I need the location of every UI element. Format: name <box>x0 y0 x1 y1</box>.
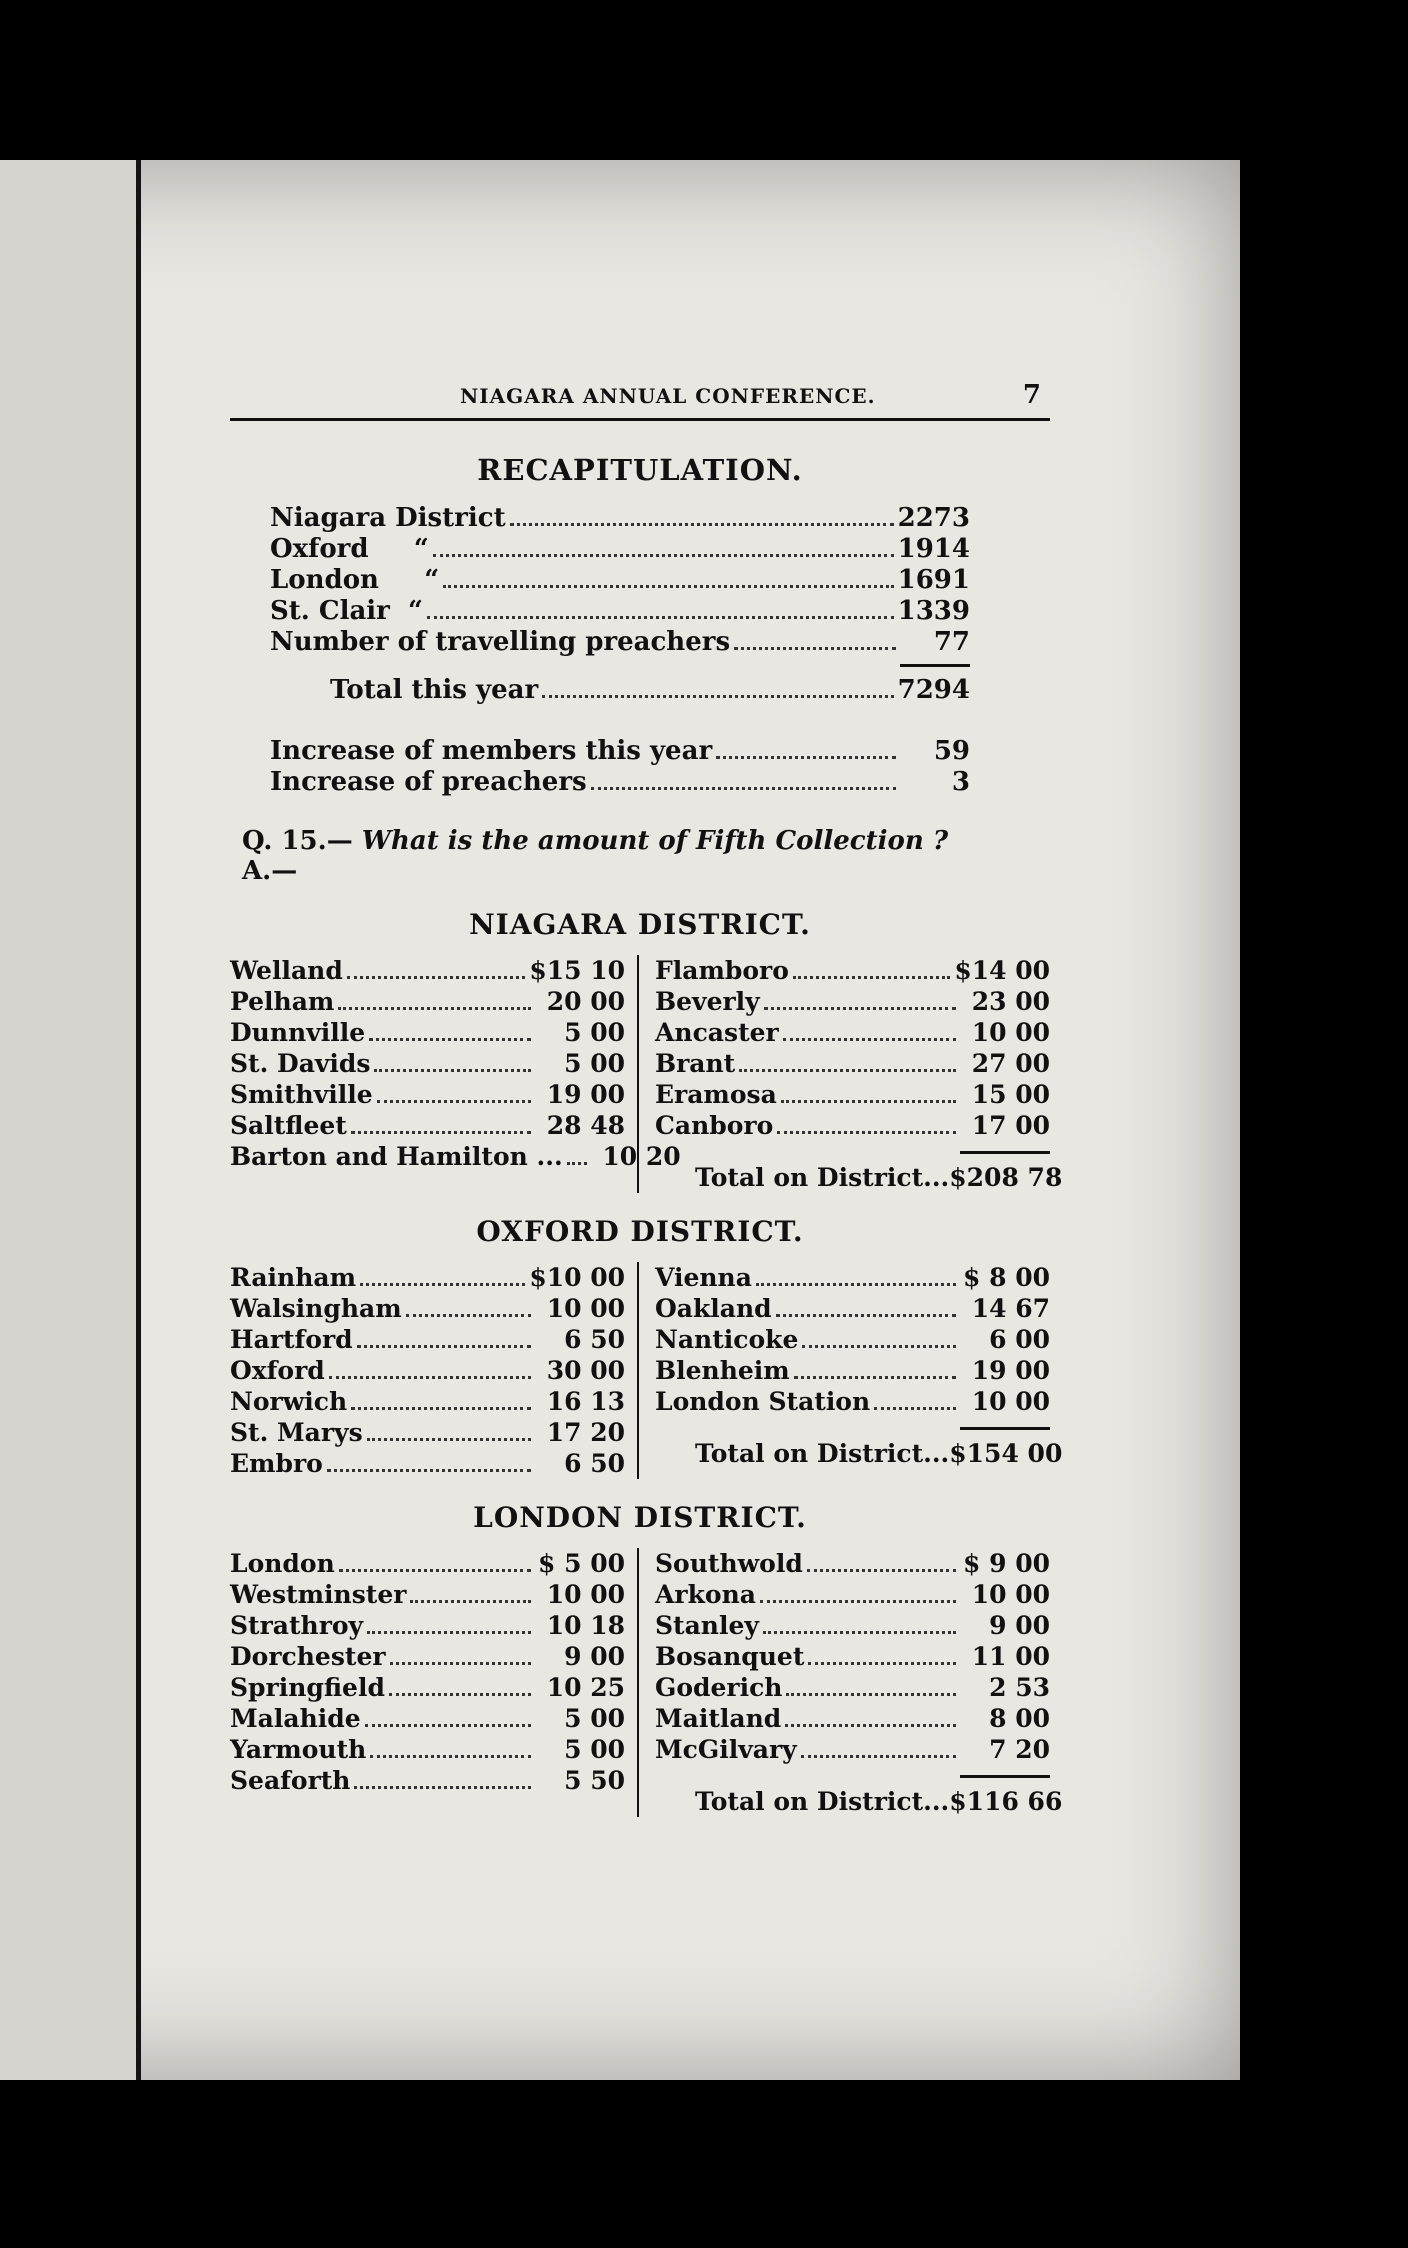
circuit-name: Nanticoke <box>655 1325 799 1354</box>
leader-dots <box>785 1724 956 1727</box>
circuit-name: London Station <box>655 1387 871 1416</box>
gutter-line <box>136 160 141 2080</box>
leader-dots <box>374 1069 531 1072</box>
circuit-amount: 19 00 <box>546 1080 625 1109</box>
district-entry <box>655 1324 1050 1355</box>
circuit-name: Canboro <box>655 1111 774 1140</box>
circuit-name: Maitland <box>655 1704 782 1733</box>
district-entry <box>230 1110 625 1141</box>
district-title: OXFORD DISTRICT. <box>476 1215 804 1248</box>
district-entry <box>655 1641 1050 1672</box>
circuit-amount: 8 00 <box>989 1704 1050 1733</box>
leader-dots <box>338 1007 531 1010</box>
district-entry <box>655 1386 1050 1417</box>
district-columns <box>230 1262 1063 1479</box>
circuit-amount: 9 00 <box>564 1642 625 1671</box>
district-columns <box>230 955 1063 1193</box>
circuit-amount: 28 48 <box>546 1111 625 1140</box>
district-entry <box>230 1048 625 1079</box>
district-total-label: Total on District... <box>695 1163 950 1192</box>
circuit-name: Oxford <box>230 1356 325 1385</box>
leader-dots <box>389 1693 531 1696</box>
district-total-value: $154 00 <box>949 1439 1063 1468</box>
leader-dots <box>777 1131 956 1134</box>
leader-dots <box>327 1469 531 1472</box>
question <box>242 826 1050 856</box>
sum-rule <box>960 1151 1050 1154</box>
leader-dots <box>377 1100 531 1103</box>
district-entry <box>230 1579 625 1610</box>
circuit-name: Embro <box>230 1449 323 1478</box>
circuit-amount: 30 00 <box>546 1356 625 1385</box>
leader-dots <box>874 1407 956 1410</box>
leader-dots <box>567 1162 587 1165</box>
district-right-column <box>639 1262 1063 1479</box>
circuit-name: Brant <box>655 1049 736 1078</box>
district-section <box>230 908 1063 1193</box>
page-content <box>230 380 1063 1817</box>
leader-dots <box>776 1314 956 1317</box>
circuit-amount: 10 00 <box>971 1018 1050 1047</box>
leader-dots <box>369 1038 531 1041</box>
facing-page-edge <box>0 160 140 2080</box>
circuit-name: Goderich <box>655 1673 783 1702</box>
district-entry <box>230 1324 625 1355</box>
recap-row: Oxford “ 1914 <box>270 534 970 564</box>
district-total <box>695 1438 1063 1469</box>
leader-dots <box>764 1007 956 1010</box>
district-entry <box>655 1017 1050 1048</box>
circuit-amount: 7 20 <box>989 1735 1050 1764</box>
leader-dots <box>802 1345 956 1348</box>
district-entry <box>655 986 1050 1017</box>
leader-dots <box>763 1631 956 1634</box>
running-title: NIAGARA ANNUAL CONFERENCE. <box>460 384 876 408</box>
circuit-name: Welland <box>230 956 343 985</box>
leader-dots <box>756 1283 956 1286</box>
district-left-column <box>230 1548 639 1817</box>
leader-dots <box>781 1100 956 1103</box>
page-number: 7 <box>1022 380 1042 410</box>
circuit-amount: 17 00 <box>971 1111 1050 1140</box>
leader-dots <box>351 1407 531 1410</box>
circuit-amount: 10 18 <box>546 1611 625 1640</box>
district-total <box>695 1786 1063 1817</box>
district-entry <box>230 1765 625 1796</box>
circuit-name: Stanley <box>655 1611 759 1640</box>
district-entry <box>230 1734 625 1765</box>
recap-row: London “ 1691 <box>270 565 970 595</box>
district-entry <box>230 1079 625 1110</box>
circuit-name: Eramosa <box>655 1080 777 1109</box>
circuit-amount: 23 00 <box>971 987 1050 1016</box>
district-entry <box>655 1703 1050 1734</box>
increase-row: Increase of members this year 59 <box>270 736 970 766</box>
circuit-amount: 5 50 <box>564 1766 625 1795</box>
district-columns <box>230 1548 1063 1817</box>
circuit-amount: 6 00 <box>989 1325 1050 1354</box>
circuit-amount: 5 00 <box>564 1735 625 1764</box>
running-head <box>230 380 1050 421</box>
scan-border-right <box>1240 0 1408 2248</box>
district-total-label: Total on District... <box>695 1439 950 1468</box>
circuit-name: Strathroy <box>230 1611 364 1640</box>
circuit-amount: $10 00 <box>529 1263 625 1292</box>
circuit-name: St. Marys <box>230 1418 363 1447</box>
district-entry <box>230 1355 625 1386</box>
leader-dots <box>339 1569 531 1572</box>
circuit-name: Walsingham <box>230 1294 402 1323</box>
circuit-name: Malahide <box>230 1704 361 1733</box>
district-entry <box>655 955 1050 986</box>
recap-row: St. Clair “ 1339 <box>270 596 970 626</box>
answer-marker: A.— <box>242 856 298 886</box>
circuit-name: Rainham <box>230 1263 357 1292</box>
circuit-name: St. Davids <box>230 1049 371 1078</box>
leader-dots <box>808 1662 956 1665</box>
recap-row: Number of travelling preachers 77 <box>270 627 970 657</box>
leader-dots <box>807 1569 956 1572</box>
circuit-name: Seaforth <box>230 1766 351 1795</box>
leader-dots <box>370 1755 531 1758</box>
district-entry <box>655 1262 1050 1293</box>
district-entry <box>230 1262 625 1293</box>
sum-rule <box>960 1775 1050 1778</box>
district-title: LONDON DISTRICT. <box>473 1501 807 1534</box>
circuit-amount: 15 00 <box>971 1080 1050 1109</box>
circuit-amount: $14 00 <box>954 956 1050 985</box>
circuit-name: Springfield <box>230 1673 385 1702</box>
circuit-amount: 10 25 <box>546 1673 625 1702</box>
district-entry <box>655 1079 1050 1110</box>
circuit-amount: 5 00 <box>564 1049 625 1078</box>
circuit-name: Westminster <box>230 1580 407 1609</box>
circuit-amount: 10 00 <box>546 1294 625 1323</box>
district-section <box>230 1501 1063 1817</box>
leader-dots <box>354 1786 531 1789</box>
circuit-name: Dunnville <box>230 1018 366 1047</box>
circuit-amount: 14 67 <box>971 1294 1050 1323</box>
circuit-name: Arkona <box>655 1580 756 1609</box>
circuit-amount: 10 00 <box>546 1580 625 1609</box>
circuit-amount: $ 9 00 <box>963 1549 1050 1578</box>
circuit-amount: 20 00 <box>546 987 625 1016</box>
circuit-amount: 10 20 <box>602 1142 681 1171</box>
district-entry <box>655 1579 1050 1610</box>
district-section <box>230 1215 1063 1479</box>
district-entry <box>230 1672 625 1703</box>
leader-dots <box>365 1724 531 1727</box>
circuit-name: London <box>230 1549 335 1578</box>
district-entry <box>230 1141 681 1172</box>
circuit-amount: 16 13 <box>546 1387 625 1416</box>
district-right-column <box>639 955 1063 1193</box>
sum-rule <box>900 664 970 667</box>
district-entry <box>230 955 625 986</box>
circuit-name: Oakland <box>655 1294 772 1323</box>
district-entry <box>655 1293 1050 1324</box>
circuit-name: Beverly <box>655 987 760 1016</box>
circuit-name: Barton and Hamilton ... <box>230 1142 563 1171</box>
leader-dots <box>360 1283 525 1286</box>
district-total-value: $116 66 <box>949 1787 1063 1816</box>
leader-dots <box>329 1376 531 1379</box>
circuit-name: Dorchester <box>230 1642 386 1671</box>
recap-section <box>270 503 970 798</box>
circuit-name: Hartford <box>230 1325 353 1354</box>
district-left-column <box>230 1262 639 1479</box>
circuit-amount: 5 00 <box>564 1018 625 1047</box>
circuit-name: Flamboro <box>655 956 789 985</box>
district-entry <box>230 1293 625 1324</box>
district-entry <box>230 1548 625 1579</box>
district-title: NIAGARA DISTRICT. <box>469 908 811 941</box>
district-total-label: Total on District... <box>695 1787 950 1816</box>
question-text: What is the amount of Fifth Collection ? <box>361 826 949 856</box>
recap-row: Niagara District 2273 <box>270 503 970 533</box>
leader-dots <box>367 1631 531 1634</box>
district-entry <box>655 1048 1050 1079</box>
circuit-name: Bosanquet <box>655 1642 805 1671</box>
district-total <box>695 1162 1063 1193</box>
district-entry <box>230 1417 625 1448</box>
question-number: Q. 15.— <box>242 826 353 856</box>
district-entry <box>655 1355 1050 1386</box>
leader-dots <box>801 1755 956 1758</box>
circuit-name: Yarmouth <box>230 1735 367 1764</box>
leader-dots <box>783 1038 956 1041</box>
circuit-amount: $ 8 00 <box>963 1263 1050 1292</box>
circuit-amount: $15 10 <box>529 956 625 985</box>
circuit-name: McGilvary <box>655 1735 797 1764</box>
leader-dots <box>793 976 950 979</box>
district-entry <box>230 1610 625 1641</box>
circuit-amount: 10 00 <box>971 1580 1050 1609</box>
circuit-name: Vienna <box>655 1263 752 1292</box>
district-entry <box>655 1734 1050 1765</box>
circuit-amount: 11 00 <box>971 1642 1050 1671</box>
leader-dots <box>347 976 526 979</box>
district-entry <box>655 1610 1050 1641</box>
circuit-amount: 19 00 <box>971 1356 1050 1385</box>
district-entry <box>230 1017 625 1048</box>
leader-dots <box>760 1600 956 1603</box>
circuit-amount: 5 00 <box>564 1704 625 1733</box>
leader-dots <box>390 1662 531 1665</box>
district-right-column <box>639 1548 1063 1817</box>
leader-dots <box>786 1693 956 1696</box>
circuit-amount: 2 53 <box>989 1673 1050 1702</box>
leader-dots <box>739 1069 956 1072</box>
circuit-name: Smithville <box>230 1080 373 1109</box>
district-entry <box>655 1548 1050 1579</box>
circuit-name: Southwold <box>655 1549 803 1578</box>
circuit-name: Blenheim <box>655 1356 790 1385</box>
district-entry <box>230 1703 625 1734</box>
increase-row: Increase of preachers 3 <box>270 767 970 797</box>
recap-title: RECAPITULATION. <box>477 453 803 487</box>
sum-rule <box>960 1427 1050 1430</box>
recap-total: Total this year 7294 <box>330 675 970 705</box>
circuit-name: Ancaster <box>655 1018 779 1047</box>
district-entry <box>230 986 625 1017</box>
circuit-name: Saltfleet <box>230 1111 347 1140</box>
district-left-column <box>230 955 681 1193</box>
leader-dots <box>410 1600 531 1603</box>
circuit-amount: 17 20 <box>546 1418 625 1447</box>
district-entry <box>230 1448 625 1479</box>
leader-dots <box>367 1438 531 1441</box>
circuit-amount: 9 00 <box>989 1611 1050 1640</box>
circuit-amount: 10 00 <box>971 1387 1050 1416</box>
scan-border-bottom <box>0 2080 1408 2248</box>
district-entry <box>230 1386 625 1417</box>
district-entry <box>655 1110 1050 1141</box>
district-total-value: $208 78 <box>949 1163 1063 1192</box>
leader-dots <box>406 1314 531 1317</box>
leader-dots <box>351 1131 531 1134</box>
circuit-name: Pelham <box>230 987 335 1016</box>
district-entry <box>230 1641 625 1672</box>
circuit-name: Norwich <box>230 1387 348 1416</box>
circuit-amount: 6 50 <box>564 1449 625 1478</box>
leader-dots <box>357 1345 531 1348</box>
district-entry <box>655 1672 1050 1703</box>
circuit-amount: 27 00 <box>971 1049 1050 1078</box>
district-list <box>230 908 1063 1817</box>
circuit-amount: $ 5 00 <box>538 1549 625 1578</box>
circuit-amount: 6 50 <box>564 1325 625 1354</box>
leader-dots <box>794 1376 956 1379</box>
